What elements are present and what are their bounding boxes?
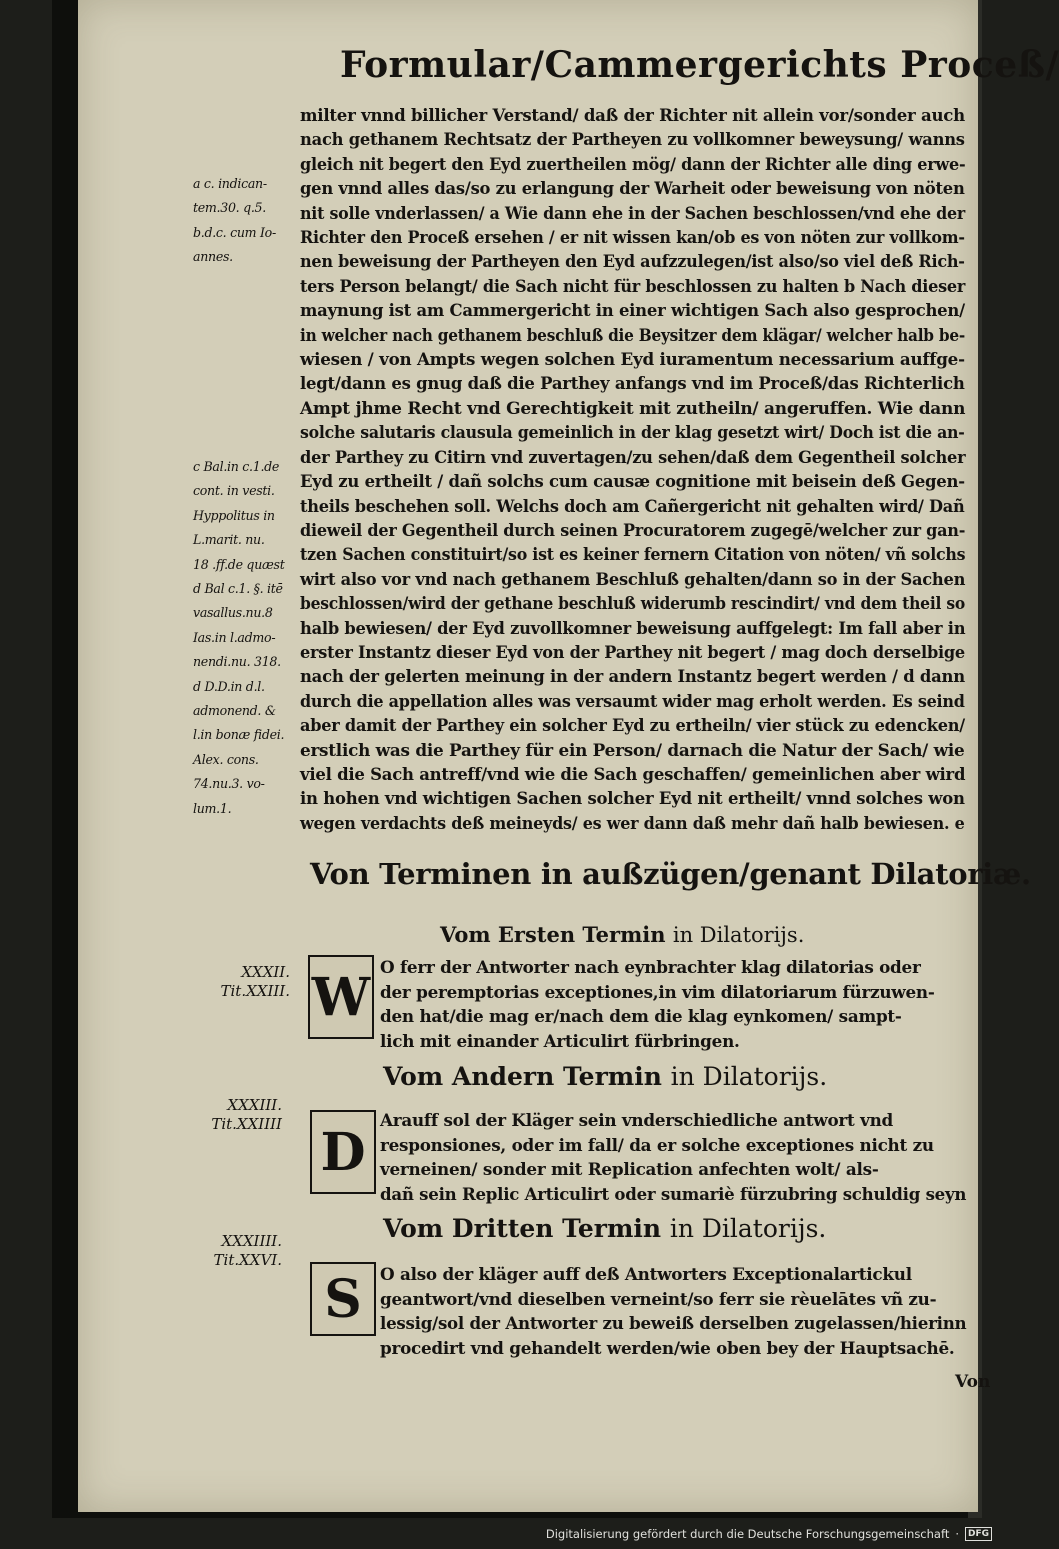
footer-credit: Digitalisierung gefördert durch die Deutsche Forschungsgemeinschaft · DFG	[546, 1527, 992, 1541]
body-line: wiesen / von Ampts wegen solchen Eyd iuramentum necessarium auffge-	[300, 350, 965, 371]
title-tit: Tit.XXVI.	[213, 1251, 282, 1269]
body-line: wegen verdachts deß meineyds/ es wer dann daß mehr dañ halb bewiesen. e	[300, 813, 965, 834]
subsection-heading-fraktur: Vom Andern Termin	[383, 1062, 662, 1091]
margin-note: Ias.in l.admo-	[193, 629, 276, 645]
decorated-initial-3: S	[310, 1262, 376, 1336]
margin-note: d Bal c.1. §. itē	[193, 581, 283, 597]
subsection-heading-fraktur: Vom Ersten Termin	[440, 922, 666, 947]
body-line: ters Person belangt/ die Sach nicht für beschlossen zu halten b Nach dieser	[300, 276, 966, 297]
paragraph-line: geantwort/vnd dieselben verneint/so ferr sie rèuelātes vñ zu-	[380, 1288, 937, 1309]
paragraph-line: O ferr der Antworter nach eynbrachter klag dilatorias oder	[380, 957, 921, 977]
subsection-paragraph-3	[380, 1262, 966, 1360]
margin-note: annes.	[193, 249, 233, 265]
body-line: nen beweisung der Partheyen den Eyd aufzzulegen/ist also/so viel deß Rich-	[300, 252, 965, 273]
body-line: milter vnnd billicher Verstand/ daß der Richter nit allein vor/sonder auch	[300, 106, 965, 126]
body-line: tzen Sachen constituirt/so ist es keiner fernern Citation von nöten/ vñ solchs	[300, 545, 966, 566]
margin-note: L.marit. nu.	[193, 532, 265, 548]
margin-note: d D.D.in d.l.	[193, 678, 265, 694]
body-line: beschlossen/wird der gethane beschluß widerumb rescindirt/ vnd dem theil so	[300, 594, 966, 615]
margin-note: Hyppolitus in	[193, 507, 275, 523]
subsection-heading-2	[383, 1062, 827, 1091]
paragraph-line: procedirt vnd gehandelt werden/wie oben bey der Hauptsachē.	[380, 1337, 955, 1358]
paragraph-line: responsiones, oder im fall/ da er solche exceptiones nicht zu	[380, 1134, 934, 1155]
body-line: erstlich was die Parthey für ein Person/ darnach die Natur der Sach/ wie	[300, 740, 965, 761]
margin-note: 18 .ff.de quæst	[193, 556, 285, 572]
body-line: theils beschehen soll. Welchs doch am Cañergericht nit gehalten wird/ Dañ	[300, 496, 965, 517]
body-line: der Parthey zu Citirn vnd zuvertagen/zu sehen/daß dem Gegentheil solcher	[300, 447, 966, 468]
body-line: wirt also vor vnd nach gethanem Beschluß gehalten/dann so in der Sachen	[300, 569, 966, 590]
subsection-heading-3	[383, 1214, 826, 1243]
subsection-heading-roman: in Dilatorijs.	[669, 1214, 827, 1243]
body-line: in welcher nach gethanem beschluß die Beysitzer dem klägar/ welcher halb be-	[300, 325, 965, 346]
body-line: in hohen vnd wichtigen Sachen solcher Eyd nit ertheilt/ vnnd solches won	[300, 789, 965, 810]
margin-note: c Bal.in c.1.de	[193, 459, 280, 474]
subsection-heading-roman: in Dilatorijs.	[670, 1062, 828, 1091]
body-text	[300, 104, 965, 836]
decorated-initial-1: W	[308, 955, 374, 1039]
body-line: halb bewiesen/ der Eyd zuvollkomner beweisung auffgelegt: Im fall aber in	[300, 618, 966, 639]
body-line: gen vnnd alles das/so zu erlangung der Warheit oder beweisung von nöten	[300, 179, 965, 200]
decorated-initial-2: D	[310, 1110, 376, 1194]
margin-note: l.in bonæ fidei.	[193, 727, 285, 743]
body-line: legt/dann es gnug daß die Parthey anfangs vnd im Proceß/das Richterlich	[300, 374, 965, 395]
body-line: Richter den Proceß ersehen / er nit wissen kan/ob es von nöten zur vollkom-	[300, 228, 965, 249]
margin-note: tem.30. q.5.	[193, 200, 266, 216]
title-reference-1	[190, 963, 290, 1001]
book-page	[78, 0, 1059, 1512]
body-line: durch die appellation alles was versaumt wider mag erholt werden. Es seind	[300, 691, 965, 712]
paragraph-line: Arauff sol der Kläger sein vnderschiedliche antwort vnd	[380, 1110, 894, 1130]
section-heading: Von Terminen in außzügen/genant Dilatoriæ.	[310, 857, 1031, 891]
title-number: XXXII.	[241, 963, 290, 981]
paragraph-line: lich mit einander Articulirt fürbringen.	[380, 1030, 740, 1051]
title-tit: Tit.XXIIII	[211, 1115, 282, 1133]
margin-note: lum.1.	[193, 800, 232, 816]
body-line: solche salutaris clausula gemeinlich in der klag gesetzt wirt/ Doch ist die an-	[300, 423, 965, 444]
paragraph-line: der peremptorias exceptiones,in vim dilatoriarum fürzuwen-	[380, 981, 935, 1002]
title-number: XXXIIII.	[221, 1232, 282, 1250]
body-line: nach der gelerten meinung in der andern Instantz begert werden / d dann	[300, 667, 965, 688]
body-line: Ampt jhme Recht vnd Gerechtigkeit mit zutheiln/ angeruffen. Wie dann	[300, 398, 966, 419]
margin-note: vasallus.nu.8	[193, 605, 273, 621]
subsection-paragraph-1	[380, 955, 966, 1053]
margin-notes-mid	[193, 455, 303, 821]
body-line: erster Instantz dieser Eyd von der Parthey nit begert / mag doch derselbige	[300, 642, 965, 663]
margin-note: a c. indican-	[193, 176, 267, 191]
margin-notes-top	[193, 172, 303, 270]
margin-note: nendi.nu. 318.	[193, 654, 281, 670]
running-head: Formular/Cammergerichts Proceß/	[340, 44, 1059, 86]
paragraph-line: O also der kläger auff deß Antworters Exceptionalartickul	[380, 1264, 912, 1284]
catchword: Von	[955, 1372, 991, 1392]
body-line: gleich nit begert den Eyd zuertheilen mög/ dann der Richter alle ding erwe-	[300, 154, 966, 175]
margin-note: b.d.c. cum Io-	[193, 224, 276, 240]
footer-credit-text: Digitalisierung gefördert durch die Deutsche Forschungsgemeinschaft	[545, 1527, 950, 1541]
body-line: maynung ist am Cammergericht in einer wichtigen Sach also gesprochen/	[300, 301, 965, 322]
margin-note: cont. in vesti.	[193, 483, 275, 499]
margin-note: Alex. cons.	[193, 751, 259, 767]
subsection-paragraph-2	[380, 1108, 966, 1206]
title-tit: Tit.XXIII.	[220, 982, 290, 1000]
body-line: aber damit der Parthey ein solcher Eyd zu ertheiln/ vier stück zu edencken/	[300, 716, 965, 737]
title-reference-3	[182, 1232, 282, 1270]
paragraph-line: lessig/sol der Antworter zu beweiß derselben zugelassen/hierinn	[380, 1313, 967, 1333]
body-line: Eyd zu ertheilt / dañ solchs cum causæ cognitione mit beisein deß Gegen-	[300, 472, 965, 493]
subsection-heading-fraktur: Vom Dritten Termin	[383, 1214, 662, 1243]
margin-note: admonend. &	[193, 703, 276, 719]
paragraph-line: dañ sein Replic Articulirt oder sumariè fürzubring schuldig seyn	[380, 1183, 967, 1204]
subsection-heading-1	[440, 922, 804, 947]
body-line: nit solle vnderlassen/ a Wie dann ehe in der Sachen beschlossen/vnd ehe der	[300, 203, 965, 224]
subsection-heading-roman: in Dilatorijs.	[672, 923, 805, 947]
paragraph-line: den hat/die mag er/nach dem die klag eynkomen/ sampt-	[380, 1006, 902, 1026]
title-number: XXXIII.	[227, 1096, 282, 1114]
margin-note: 74.nu.3. vo-	[193, 776, 265, 792]
body-line: nach gethanem Rechtsatz der Partheyen zu vollkomner beweysung/ wanns	[300, 130, 965, 151]
body-line: viel die Sach antreff/vnd wie die Sach geschaffen/ gemeinlichen aber wird	[300, 764, 966, 785]
paragraph-line: verneinen/ sonder mit Replication anfechten wolt/ als-	[380, 1159, 879, 1179]
title-reference-2	[182, 1096, 282, 1134]
dfg-logo: DFG	[965, 1527, 992, 1541]
body-line: dieweil der Gegentheil durch seinen Procuratorem zugegē/welcher zur gan-	[300, 520, 966, 541]
